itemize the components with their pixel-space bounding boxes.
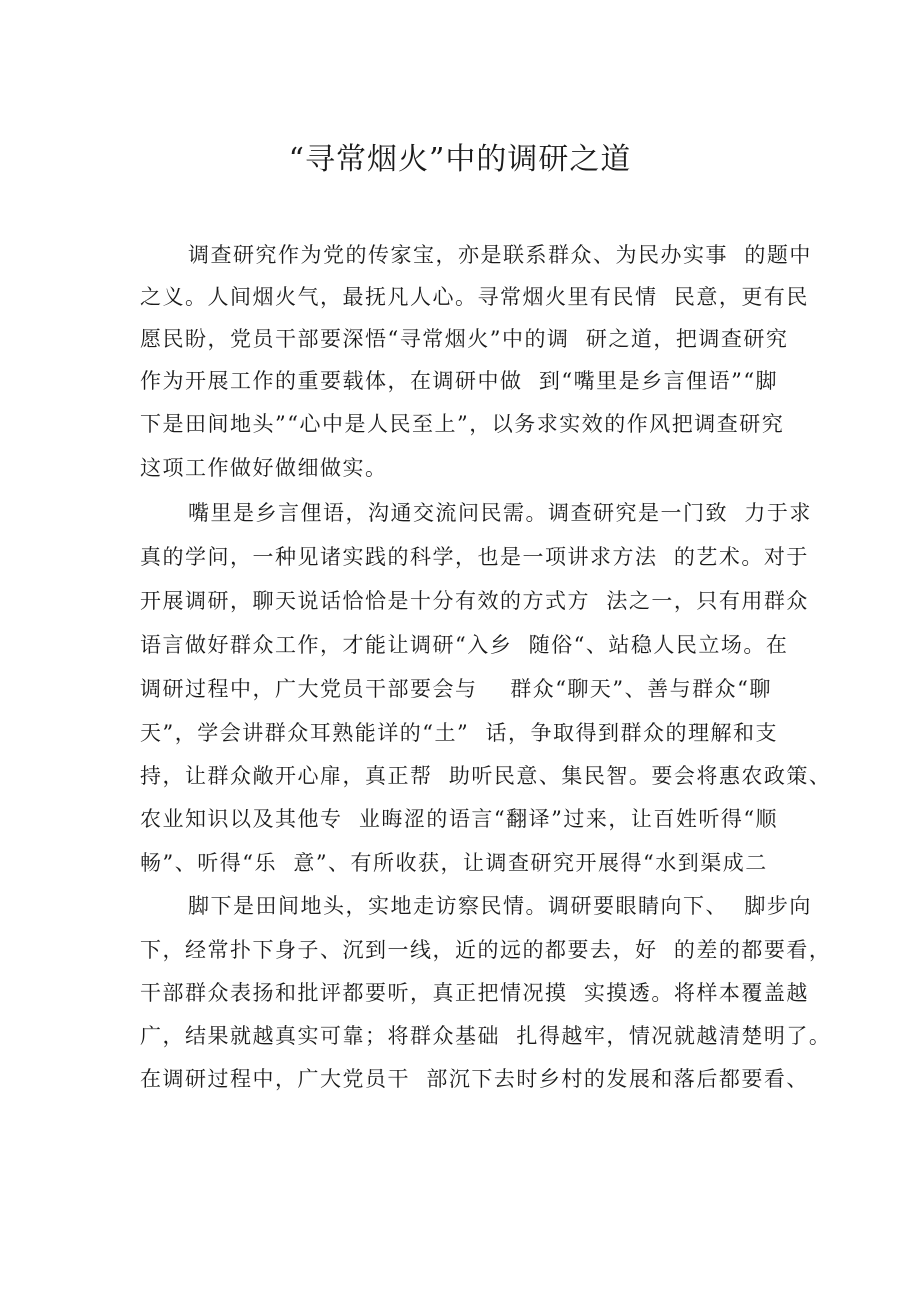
- document-title: “寻常烟火”中的调研之道: [288, 142, 632, 177]
- paragraph-2-line-1: 嘴里是乡言俚语，沟通交流问民需。调查研究是一门致 力于求: [188, 501, 812, 525]
- paragraph-1-line-3: 愿民盼，党员干部要深悟“寻常烟火”中的调 研之道，把调查研究: [140, 327, 789, 351]
- paragraph-1-line-6: 这项工作做好做细做实。: [140, 456, 388, 480]
- paragraph-3-line-1: 脚下是田间地头，实地走访察民情。调研要眼睛向下、 脚步向: [188, 894, 812, 918]
- paragraph-1-line-4: 作为开展工作的重要载体，在调研中做 到“嘴里是乡言俚语”“脚: [140, 369, 779, 393]
- paragraph-3-line-2: 下，经常扑下身子、沉到一线，近的远的都要去，好 的差的都要看，: [140, 938, 832, 962]
- paragraph-3-line-4: 广，结果就越真实可靠；将群众基础 扎得越牢，情况就越清楚明了。: [140, 1024, 832, 1048]
- paragraph-2-line-2: 真的学问，一种见诸实践的科学，也是一项讲求方法 的艺术。对于: [140, 545, 809, 569]
- paragraph-2-line-4: 语言做好群众工作，才能让调研“入乡 随俗“、站稳人民立场。在: [140, 633, 789, 657]
- paragraph-2-line-7: 持，让群众敞开心扉，真正帮 助听民意、集民智。要会将惠农政策、: [140, 764, 832, 788]
- paragraph-2-line-5: 调研过程中，广大党员干部要会与 群众“聊天”、善与群众“聊: [140, 677, 772, 701]
- paragraph-3-line-3: 干部群众表扬和批评都要听，真正把情况摸 实摸透。将样本覆盖越: [140, 981, 809, 1005]
- paragraph-2-line-8: 农业知识以及其他专 业晦涩的语言“翻译”过来，让百姓听得“顺: [140, 807, 779, 831]
- paragraph-2-line-6: 天”，学会讲群众耳熟能详的“土” 话，争取得到群众的理解和支: [140, 721, 779, 745]
- paragraph-1-line-2: 之义。人间烟火气，最抚凡人心。寻常烟火里有民情 民意，更有民: [140, 285, 809, 309]
- paragraph-2-line-9: 畅”、听得“乐 意”、有所收获，让调查研究开展得“水到渠成二: [140, 851, 768, 875]
- paragraph-1-line-5: 下是田间地头”“心中是人民至上”，以务求实效的作风把调查研究: [140, 412, 785, 436]
- paragraph-2-line-3: 开展调研，聊天说话恰恰是十分有效的方式方 法之一，只有用群众: [140, 589, 809, 613]
- paragraph-3-line-5: 在调研过程中，广大党员干 部沉下去时乡村的发展和落后都要看、: [140, 1067, 809, 1091]
- paragraph-1-line-1: 调查研究作为党的传家宝，亦是联系群众、为民办实事 的题中: [188, 243, 812, 267]
